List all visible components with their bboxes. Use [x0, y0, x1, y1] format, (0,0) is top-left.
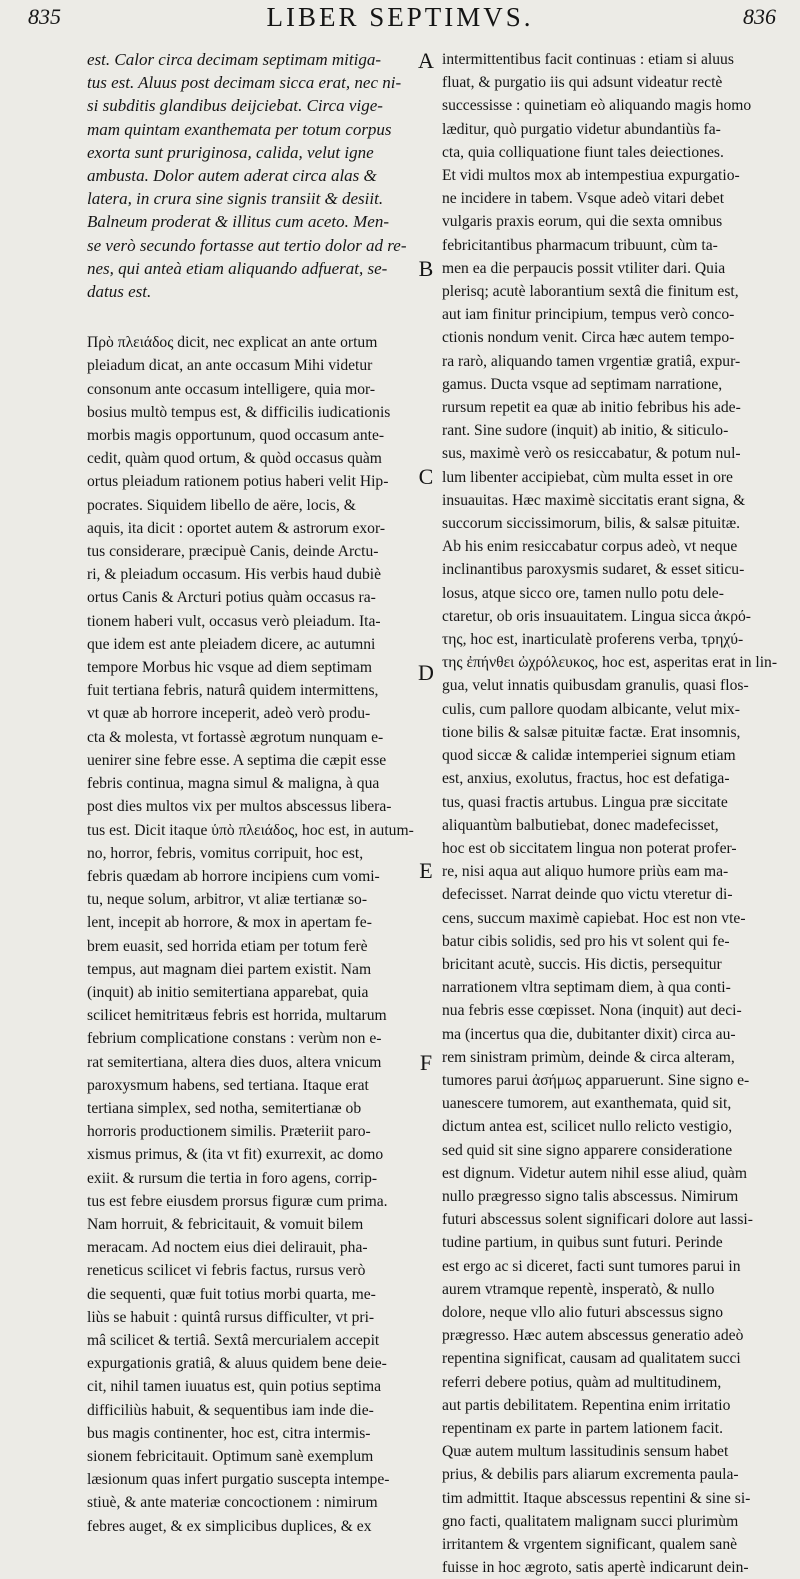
margin-letter-f: F — [419, 1050, 433, 1075]
text-line: repentina significat, causam ad qualitatem succi — [442, 1350, 741, 1368]
text-line: læditur, quò purgatio videtur abundantiùs fa- — [442, 120, 721, 138]
text-line: febris continua, magna simul & maligna, à qua — [87, 775, 380, 793]
text-line: si subditis glandibus deijciebat. Circa vige- — [87, 96, 383, 116]
text-line: nua febris esse cœpisset. Nona (inquit) aut deci- — [442, 1002, 742, 1020]
text-line: meracam. Ad noctem eius diei delirauit, pha- — [87, 1239, 368, 1257]
text-line: quod siccæ & calidæ intemperiei signum etiam — [442, 747, 736, 765]
text-line: rursum repetit ea quæ ab initio febribus his ade- — [442, 399, 741, 417]
text-line: Quæ autem multum lassitudinis sensum habet — [442, 1443, 729, 1461]
text-line: batur cibis solidis, sed pro his vt solent qui fe- — [442, 932, 730, 950]
margin-letter-d: D — [418, 660, 434, 685]
text-line: ambusta. Dolor autem aderat circa alas & — [87, 166, 377, 186]
text-line: re, nisi aqua aut aliquo humore priùs eam ma- — [442, 863, 729, 881]
text-line: horroris productionem similis. Præteriit paro- — [87, 1123, 371, 1141]
text-line: defecisset. Narrat deinde quo victu vteretur di- — [442, 886, 733, 904]
text-line: της, hoc est, inarticulatè proferens verba, τρηχύ- — [442, 631, 744, 649]
commentary-text-continued — [442, 48, 779, 1579]
text-line: vulgaris praxis eorum, qui die sexta omnibus — [442, 213, 723, 231]
text-line: hoc est ob siccitatem lingua non poterat profer- — [442, 839, 737, 857]
text-line: dictum antea est, scilicet nullo relicto vestigio, — [442, 1118, 733, 1136]
text-line: que idem est ante pleiadem dicere, ac autumni — [87, 635, 376, 653]
text-line: tus considerare, præcipuè Canis, deinde Arctu- — [87, 543, 379, 561]
text-line: rat semitertiana, altera dies duos, altera vnicum — [87, 1053, 382, 1071]
text-line: aut iam finitur principium, tempus verò conco- — [442, 306, 735, 324]
text-line: plerisq; acutè laborantium sextâ die finitum est, — [442, 283, 739, 301]
text-line: fuit tertiana febris, naturâ quidem intermittens, — [87, 682, 379, 700]
right-column — [442, 48, 779, 1579]
text-line: aurem vtramque repentè, insperatò, & nullo — [442, 1280, 715, 1298]
text-line: paroxysmum habens, sed tertiana. Itaque erat — [87, 1076, 369, 1094]
text-line: tionem haberi vult, occasus verò pleiadum. Ita- — [87, 612, 381, 630]
page-number-right: 836 — [743, 4, 776, 29]
text-line: ne incidere in tabem. Vsque adeò vitari debet — [442, 190, 725, 208]
text-line: tempore Morbus hic vsque ad diem septimam — [87, 659, 372, 677]
text-line: est ergo ac si diceret, facti sunt tumores parui in — [442, 1257, 741, 1275]
text-line: mâ scilicet & tertiâ. Sextâ mercurialem accepit — [87, 1331, 380, 1349]
text-line: cens, succum maximè capiebat. Hoc est non vte- — [442, 909, 746, 927]
text-line: febres auget, & ex simplicibus duplices, & ex — [87, 1517, 372, 1535]
text-line: prægresso. Hæc autem abscessus generatio adeò — [442, 1327, 744, 1345]
text-line: referri debere potius, quàm ad multitudinem, — [442, 1373, 722, 1391]
text-line: febrium complicatione constans : verùm non e- — [87, 1030, 382, 1048]
text-line: liùs se habuit : quintâ rursus difficulter, vt pri- — [87, 1308, 375, 1326]
text-line: bosius multò tempus est, & difficilis iudicationis — [87, 403, 391, 421]
text-line: scilicet hemitritæus febris est horrida, multarum — [87, 1007, 387, 1025]
text-line: ortus Canis & Arcturi potius quàm occasus ra- — [87, 589, 376, 607]
text-line: insuauitas. Hæc maximè siccitatis erant signa, & — [442, 491, 746, 509]
text-line: Πρὸ πλειάδος dicit, nec explicat an ante ortum — [87, 334, 378, 352]
text-line: lent, incepit ab horrore, & mox in apertam fe- — [87, 914, 372, 932]
text-line: intermittentibus facit continuas : etiam si aluus — [442, 51, 734, 68]
text-line: læsionum quas infert purgatio suscepta intempe- — [87, 1471, 390, 1489]
text-line: narrationem vltra septimam diem, à qua conti- — [442, 979, 731, 997]
text-line: consonum ante occasum intelligere, quia mor- — [87, 380, 376, 398]
text-line: repentinam ex parte in partem lationem facit. — [442, 1419, 723, 1437]
text-line: brem euasit, sed horrida etiam per totum ferè — [87, 937, 368, 955]
text-line: fluat, & purgatio iis qui adsunt videatur rectè — [442, 74, 723, 92]
text-line: xismus primus, & (ita vt fit) exurrexit, ac domo — [87, 1146, 384, 1164]
text-line: latera, in crura sine signis transiit & desiit. — [87, 189, 384, 209]
text-line: no, horror, febris, vomitus corripuit, hoc est, — [87, 844, 364, 862]
text-line: mam quintam exanthemata per totum corpus — [87, 119, 392, 139]
text-line: ctionis nondum venit. Circa hæc autem tempo- — [442, 329, 735, 347]
text-line: rem sinistram primùm, deinde & circa alteram, — [442, 1048, 735, 1066]
text-line: cit, nihil tamen iuuatus est, quin potius septima — [87, 1378, 382, 1396]
margin-letter-e: E — [419, 858, 433, 883]
running-title: LIBER SEPTIMVS. — [266, 2, 534, 32]
text-line: exiit. & rursum die tertia in foro agens, corrip- — [87, 1169, 378, 1187]
text-line: die sequenti, quæ fuit totius morbi quarta, me- — [87, 1285, 376, 1303]
text-line: men ea die perpaucis possit vtiliter dari. Quia — [442, 259, 726, 277]
text-line: tus, quasi fractis artubus. Lingua præ siccitate — [442, 793, 728, 811]
text-line: morbis magis opportunum, quod occasum ante- — [87, 427, 385, 445]
text-line: gamus. Ducta vsque ad septimam narratione, — [442, 375, 723, 393]
text-line: tim admittit. Itaque abscessus repentini & sine si- — [442, 1489, 751, 1507]
text-line: gno facti, qualitatem malignam succi plurimùm — [442, 1512, 739, 1530]
text-line: exorta sunt pruriginosa, calida, velut igne — [87, 142, 374, 162]
text-line: tertiana simplex, sed notha, semitertianæ ob — [87, 1099, 362, 1117]
text-line: futuri abscessus solent significari dolore aut lassi- — [442, 1211, 753, 1229]
text-line: vt quæ ab horrore inceperit, adeò verò produ- — [87, 705, 371, 723]
text-line: gua, velut innatis quibusdam granulis, quasi flos- — [442, 677, 749, 695]
text-line: tione bilis & salsæ pituitæ factæ. Erat insomnis, — [442, 723, 741, 741]
text-line: cedit, quàm quod ortum, & quòd occasus quàm — [87, 450, 382, 468]
text-line: tumores parui ἀσήμως apparuerunt. Sine signo e- — [442, 1071, 750, 1089]
text-line: dolore, neque vllo alio futuri abscessus signo — [442, 1303, 724, 1321]
text-line: της ἐπήνθει ὠχρόλευκος, hoc est, asperitas erat in lin- — [442, 654, 778, 672]
text-line: nullo prægresso signo talis abscessus. Nimirum — [442, 1187, 739, 1205]
text-line: sed quid sit sine signo apparere consideratione — [442, 1141, 733, 1159]
text-line: (inquit) ab initio semitertiana apparebat, quia — [87, 983, 369, 1001]
text-line: aquis, ita dicit : oportet autem & astrorum exor- — [87, 519, 386, 537]
text-line: febricitantibus pharmacum tribuunt, cùm ta- — [442, 236, 718, 254]
page-header — [0, 0, 800, 36]
commentary-text — [87, 331, 414, 1538]
text-line: sionem febricitauit. Optimum sanè exemplum — [87, 1447, 374, 1465]
text-line: datus est. — [87, 282, 152, 302]
text-line: sus, maximè verò os resiccabatur, & potum nul- — [442, 445, 741, 463]
text-line: est. Calor circa decimam septimam mitiga- — [87, 50, 381, 69]
text-line: aliquantùm balbutiebat, donec madefecisset, — [442, 816, 719, 834]
margin-letter-c: C — [418, 464, 434, 489]
text-line: expurgationis gratiâ, & aluus quidem bene deie- — [87, 1355, 387, 1373]
text-line: bus magis continenter, hoc est, citra intermis- — [87, 1424, 371, 1442]
text-line: stiuè, & ante materiæ concoctionem : nimirum — [87, 1494, 378, 1512]
text-line: ortus pleiadum rationem potius haberi velit Hip- — [87, 473, 389, 491]
text-line: tus est. Aluus post decimam sicca erat, nec ni- — [87, 73, 402, 93]
left-column — [87, 48, 414, 1538]
text-line: pocrates. Siquidem libello de aëre, locis, & — [87, 496, 356, 514]
text-line: Ab his enim resiccabatur corpus adeò, vt neque — [442, 538, 738, 556]
text-line: culis, cum pallore quodam albicante, velut mix- — [442, 700, 740, 718]
text-line: post dies multos vix per multos abscessus libera- — [87, 798, 392, 816]
text-line: pleiadum dicat, an ante occasum Mihi videtur — [87, 357, 373, 375]
margin-letter-b: B — [418, 256, 434, 281]
text-line: Balneum proderat & illitus cum aceto. Men- — [87, 212, 390, 232]
italic-quotation — [87, 48, 414, 303]
text-line: tudine partium, in quibus sunt futuri. Perinde — [442, 1234, 723, 1252]
text-line: tus est febre eiusdem prorsus figuræ cum prima. — [87, 1192, 388, 1210]
text-line: tus est. Dicit itaque ὑπὸ πλειάδος, hoc est, in autum- — [87, 821, 414, 839]
text-line: reneticus scilicet vi febris factus, rursus verò — [87, 1262, 366, 1280]
text-line: prius, & debilis pars aliarum excrementa paula- — [442, 1466, 739, 1484]
text-line: cta & molesta, vt fortassè ægrotum nunquam e- — [87, 728, 384, 746]
text-line: se verò secundo fortasse aut tertio dolor ad re- — [87, 235, 407, 255]
text-line: cta, quia colliquatione fiunt tales deiectiones. — [442, 143, 724, 161]
text-line: difficiliùs habuit, & sequentibus iam inde die- — [87, 1401, 374, 1419]
text-line: successisse : quinetiam eò aliquando magis homo — [442, 97, 752, 115]
text-line: ri, & pleiadum occasum. His verbis haud dubiè — [87, 566, 382, 584]
text-line: uenirer sine febre esse. A septima die cæpit esse — [87, 751, 387, 769]
text-line: est dignum. Videtur autem nihil esse aliud, quàm — [442, 1164, 747, 1182]
text-line: inclinantibus paroxysmis sudaret, & esset siticu- — [442, 561, 745, 579]
text-line: tu, neque solum, arbitror, vt aliæ tertianæ so- — [87, 891, 368, 909]
text-line: ra rarò, aliquando tamen vrgentiæ gratiâ, expur- — [442, 352, 741, 370]
text-line: irritantem & vrgentem significant, qualem sanè — [442, 1536, 738, 1553]
text-line: succorum siccissimorum, bilis, & salsæ pituitæ. — [442, 515, 741, 533]
text-line: Et vidi multos mox ab intempestiua expurgatio- — [442, 167, 740, 185]
text-line: uanescere tumorem, aut exanthemata, quid sit, — [442, 1095, 732, 1113]
text-line: Nam horruit, & febricitauit, & vomuit bilem — [87, 1215, 364, 1233]
text-line: nes, qui anteà etiam aliquando adfuerat, se- — [87, 258, 388, 278]
text-line: febris quædam ab horrore incipiens cum vomi- — [87, 867, 380, 885]
margin-letter-a: A — [418, 48, 434, 73]
text-line: est, anxius, exolutus, fractus, hoc est defatiga- — [442, 770, 730, 788]
text-line: aut partis debilitatem. Repentina enim irritatio — [442, 1396, 731, 1414]
text-line: tempus, aut magnam diei partem existit. Nam — [87, 960, 372, 978]
text-line: ma (incertus qua die, dubitanter dixit) circa au- — [442, 1025, 736, 1043]
text-line: ctaretur, ob oris insuauitatem. Lingua sicca ἀκρό- — [442, 607, 751, 625]
page-number-left: 835 — [28, 4, 61, 29]
text-line: rant. Sine sudore (inquit) ab initio, & siticulo- — [442, 422, 729, 440]
text-line: bricitant acutè, succis. His dictis, persequitur — [442, 955, 722, 973]
text-line: fuisse in hoc ægroto, satis apertè indicarunt dein- — [442, 1559, 749, 1577]
text-line: losus, atque sicco ore, tamen nullo potu dele- — [442, 584, 724, 602]
text-line: lum libenter accipiebat, cùm multa esset in ore — [442, 468, 733, 486]
